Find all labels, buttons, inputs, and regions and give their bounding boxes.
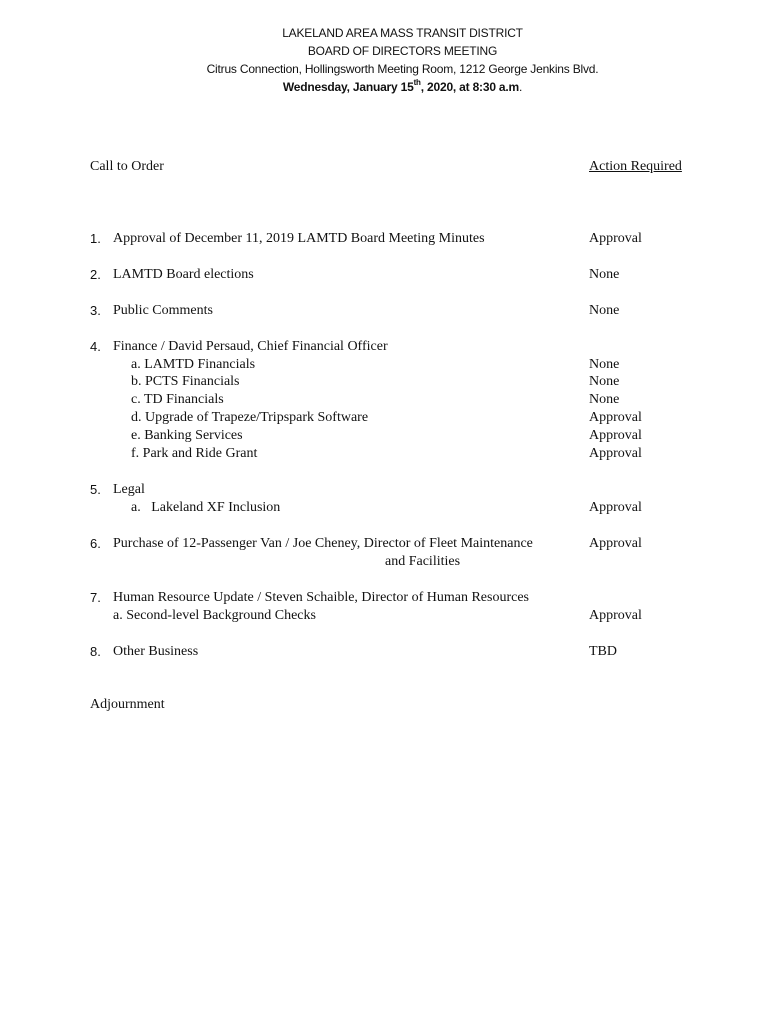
agenda-subitem-label: e. Banking Services [131,428,243,443]
agenda-subitem-label: f. Park and Ride Grant [131,446,258,461]
agenda-subitem-label: a. LAMTD Financials [131,357,256,372]
agenda-item-title: Legal [113,482,145,497]
agenda-subitem-action: Approval [589,446,642,461]
agenda-item-title: Human Resource Update / Steven Schaible, Director of Human Resources [113,590,529,605]
agenda-item-title: Other Business [113,644,199,659]
meeting-date-prefix: Wednesday, January 15 [282,80,414,94]
adjournment: Adjournment [90,697,165,712]
agenda-subitem-label: b. PCTS Financials [131,374,240,389]
item-number: 4. [90,339,101,354]
agenda-subitem-label: d. Upgrade of Trapeze/Tripspark Software [131,410,369,425]
item-number: 3. [90,303,101,318]
call-to-order: Call to Order [90,159,164,174]
agenda-item-title: Purchase of 12-Passenger Van / Joe Cheney, Director of Fleet Maintenance [113,536,533,551]
item-number: 1. [90,231,101,246]
agenda-item-action: Approval [589,231,642,246]
agenda-subitem-action: Approval [589,428,642,443]
agenda-item-title: Public Comments [113,303,213,318]
agenda-item-title: Finance / David Persaud, Chief Financial Officer [113,339,388,354]
item-number: 8. [90,644,101,659]
item-number: 5. [90,482,101,497]
meeting-date-ordinal: th [413,78,421,87]
agenda-item-action: None [589,267,620,282]
agenda-item-title: LAMTD Board elections [113,267,254,282]
meeting-location: Citrus Connection, Hollingsworth Meeting Room, 1212 George Jenkins Blvd. [206,62,599,76]
agenda-subitem-label: c. TD Financials [131,392,224,407]
meeting-date [0,78,770,96]
org-name: LAKELAND AREA MASS TRANSIT DISTRICT [282,26,523,40]
agenda-item-title: Approval of December 11, 2019 LAMTD Board Meeting Minutes [113,231,485,246]
agenda-subitem-label: a. Second-level Background Checks [113,608,316,623]
agenda-item-action: Approval [589,536,642,551]
agenda-subitem-action: Approval [589,500,642,515]
agenda-subitem-action: Approval [589,410,642,425]
item-number: 7. [90,590,101,605]
agenda-item-action: None [589,303,620,318]
item-number: 2. [90,267,101,282]
meeting-date-rest: , 2020, at 8:30 a.m [420,80,520,94]
meeting-title: BOARD OF DIRECTORS MEETING [307,44,498,58]
agenda-subitem-action: Approval [589,608,642,623]
action-required-heading: Action Required [589,159,682,174]
item-number: 6. [90,536,101,551]
agenda-subitem-action: None [589,357,620,372]
agenda-subitem-action: None [589,392,620,407]
agenda-item-action: TBD [589,644,617,659]
agenda-item-title-continued: and Facilities [385,554,461,569]
document-header [0,24,770,96]
meeting-date-period: . [519,80,523,94]
agenda-subitem-label: a. Lakeland XF Inclusion [131,500,281,515]
agenda-subitem-action: None [589,374,620,389]
